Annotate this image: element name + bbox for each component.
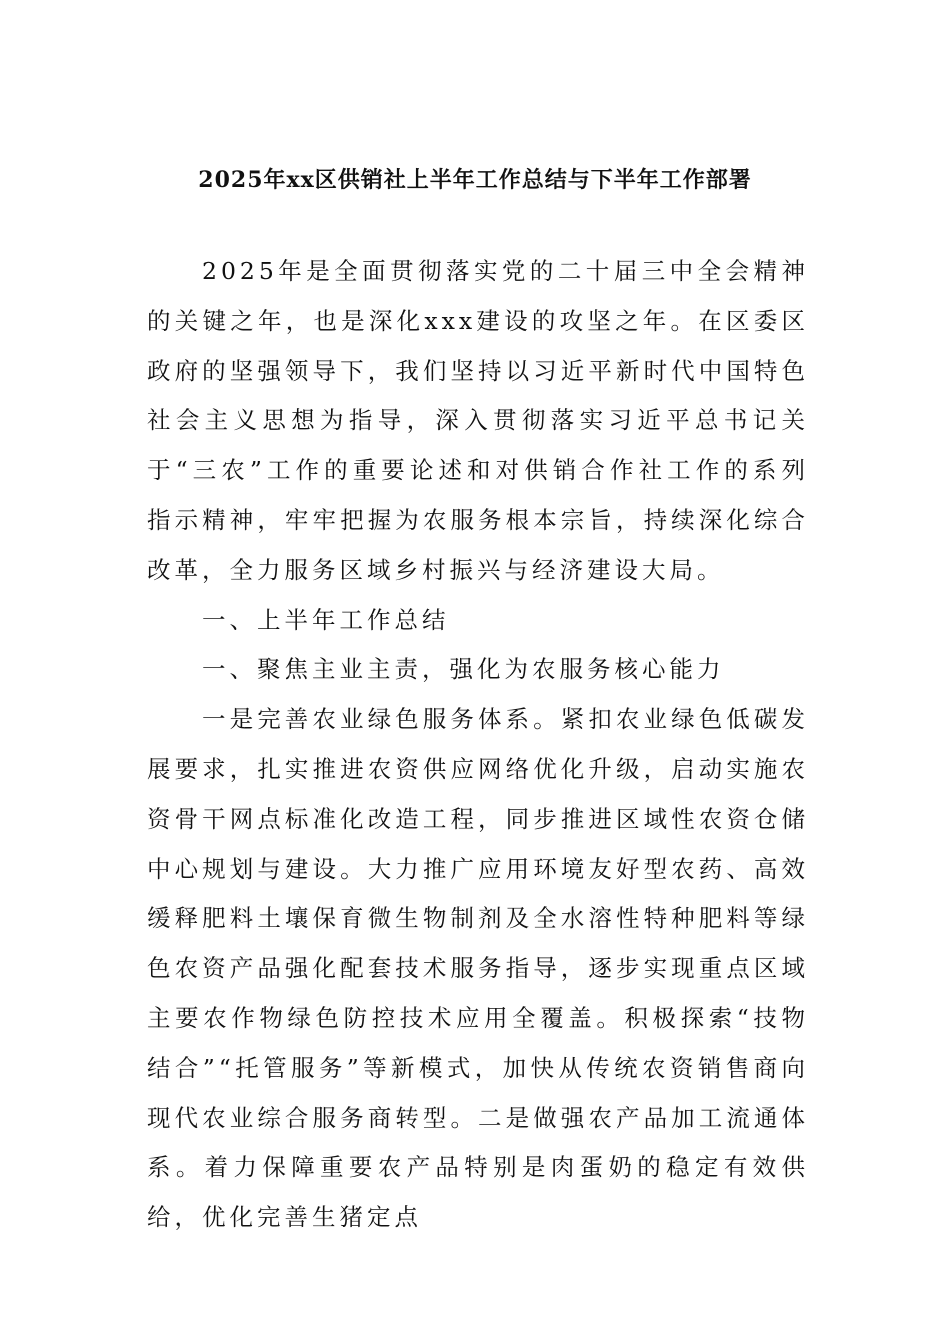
document-title: 2025年xx区供销社上半年工作总结与下半年工作部署 (198, 167, 752, 193)
section-heading: 一、上半年工作总结 (202, 605, 450, 634)
subsection-heading: 一、聚焦主业主责，强化为农服务核心能力 (202, 655, 725, 684)
intro-paragraph: 2025年是全面贯彻落实党的二十届三中全会精神的关键之年，也是深化xxx建设的攻坚之年。在区委区政府的坚强领导下，我们坚持以习近平新时代中国特色社会主义思想为指导，深入贯彻落实习近平总书记关于“三农”工作的重要论述和对供销合作社工作的系列指示精神，牢牢把握为农服务根本宗旨，持续深化综合改革，全力服务区域乡村振兴与经济建设大局。 (147, 257, 809, 584)
body-paragraph: 一是完善农业绿色服务体系。紧扣农业绿色低碳发展要求，扎实推进农资供应网络优化升级，启动实施农资骨干网点标准化改造工程，同步推进区域性农资仓储中心规划与建设。大力推广应用环境友好型农药、高效缓释肥料土壤保育微生物制剂及全水溶性特种肥料等绿色农资产品强化配套技术服务指导，逐步实现重点区域主要农作物绿色防控技术应用全覆盖。积极探索“技物结合”“托管服务”等新模式，加快从传统农资销售商向现代农业综合服务商转型。二是做强农产品加工流通体系。着力保障重要农产品特别是肉蛋奶的稳定有效供给，优化完善生猪定点 (147, 705, 809, 1232)
document-body (147, 247, 809, 1243)
